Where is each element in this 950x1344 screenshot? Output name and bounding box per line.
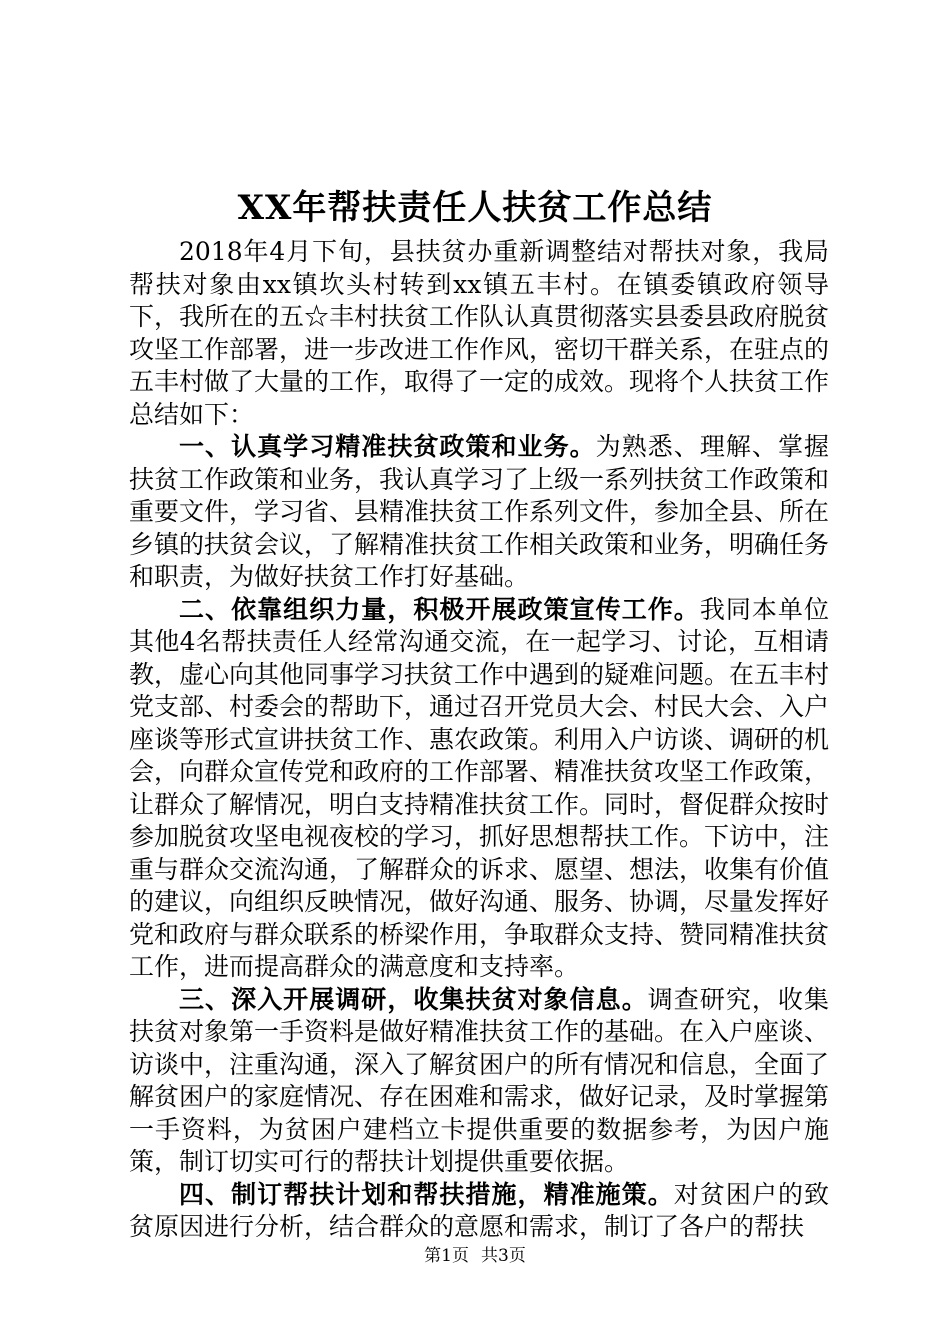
page-number: 第1页 — [424, 1246, 469, 1266]
paragraph-section-1 — [129, 431, 829, 594]
paragraph-text: 我同本单位其他4名帮扶责任人经常沟通交流，在一起学习、讨论，互相请教，虚心向其他同事学习扶贫工作中遇到的疑难问题。在五丰村党支部、村委会的帮助下，通过召开党员大会、村民大会、入户座谈等形式宣讲扶贫工作、惠农政策。利用入户访谈、调研的机会，向群众宣传党和政府的工作部署、精准扶贫攻坚工作政策，让群众了解情况，明白支持精准扶贫工作。同时，督促群众按时参加脱贫攻坚电视夜校的学习，抓好思想帮扶工作。下访中，注重与群众交流沟通，了解群众的诉求、愿望、想法，收集有价值的建议，向组织反映情况，做好沟通、服务、协调，尽量发挥好党和政府与群众联系的桥梁作用，争取群众支持、赞同精准扶贫工作，进而提高群众的满意度和支持率。 — [129, 594, 830, 981]
paragraph-heading: 一、认真学习精准扶贫政策和业务。 — [179, 432, 596, 461]
paragraph-section-2 — [129, 594, 829, 984]
paragraph-heading: 二、依靠组织力量，积极开展政策宣传工作。 — [179, 594, 700, 624]
paragraph-heading: 三、深入开展调研，收集扶贫对象信息。 — [179, 984, 648, 1014]
paragraph-text: 调查研究，收集扶贫对象第一手资料是做好精准扶贫工作的基础。在入户座谈、访谈中，注重沟通，深入了解贫困户的所有情况和信息，全面了解贫困户的家庭情况、存在困难和需求，做好记录，及时掌握第一手资料，为贫困户建档立卡提供重要的数据参考，为因户施策，制订切实可行的帮扶计划提供重要依据。 — [129, 984, 830, 1176]
paragraph-text: 为熟悉、理解、掌握扶贫工作政策和业务，我认真学习了上级一系列扶贫工作政策和重要文件，学习省、县精准扶贫工作系列文件，参加全县、所在乡镇的扶贫会议，了解精准扶贫工作相关政策和业务，明确任务和职责，为做好扶贫工作打好基础。 — [129, 432, 830, 591]
page-total: 共3页 — [481, 1246, 526, 1266]
paragraph-section-4 — [129, 1179, 829, 1244]
paragraph-heading: 四、制订帮扶计划和帮扶措施，精准施策。 — [179, 1179, 674, 1209]
paragraph-text: 对贫困户的致贫原因进行分析，结合群众的意愿和需求，制订了各户的帮扶 — [129, 1179, 829, 1241]
paragraph-text: 2018年4月下旬，县扶贫办重新调整结对帮扶对象，我局帮扶对象由xx镇坎头村转到xx镇五丰村。在镇委镇政府领导下，我所在的五☆丰村扶贫工作队认真贯彻落实县委县政府脱贫攻坚工作部署，进一步改进工作作风，密切干群关系，在驻点的五丰村做了大量的工作，取得了一定的成效。现将个人扶贫工作总结如下： — [129, 237, 830, 429]
page-footer — [0, 1245, 950, 1267]
paragraph-intro — [129, 236, 829, 431]
document-title: XX年帮扶责任人扶贫工作总结 — [237, 188, 713, 228]
paragraph-section-3 — [129, 984, 829, 1179]
document-body — [129, 236, 829, 1244]
